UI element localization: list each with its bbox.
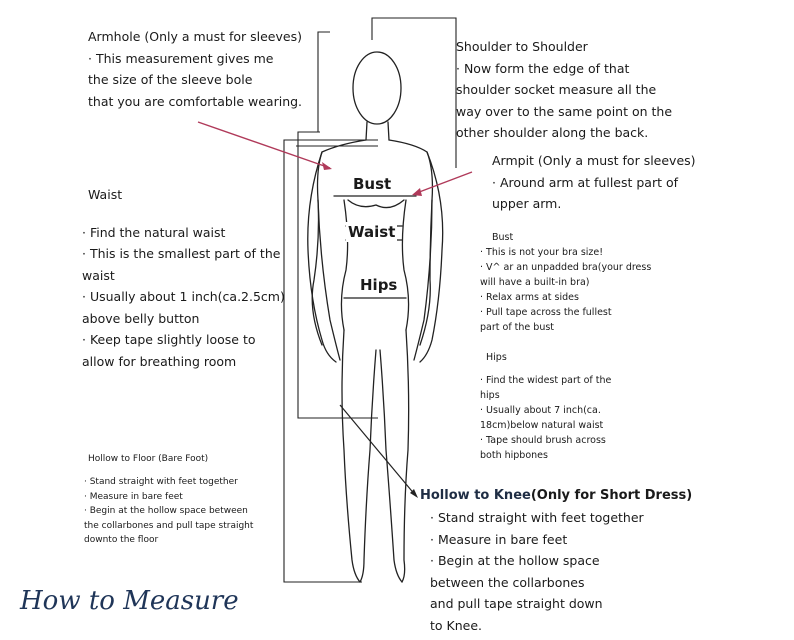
bust-line: · Pull tape across the fullest [480,307,612,318]
hollow-knee-line: between the collarbones [430,574,585,590]
shoulder-heading: Shoulder to Shoulder [456,39,588,54]
armpit-heading: Armpit (Only a must for sleeves) [492,153,696,168]
bust-line: · This is not your bra size! [480,247,604,258]
waist-line: · This is the smallest part of the [82,246,281,261]
hollow-knee-section [420,485,692,636]
armhole-section [88,26,302,112]
hollow-knee-line: · Begin at the hollow space [430,553,600,568]
hollow-floor-heading: Hollow to Floor (Bare Foot) [88,454,209,464]
hollow-knee-heading [420,485,692,507]
shoulder-line: · Now form the edge of that [456,60,630,76]
hollow-floor-line: downto the floor [84,535,159,545]
armhole-line: that you are comfortable wearing. [88,93,303,109]
hollow-floor-line: the collarbones and pull tape straight [84,520,254,531]
armhole-line: the size of the sleeve bole [88,72,253,87]
shoulder-section [456,36,672,144]
hips-line: · Tape should brush across [480,435,606,446]
bust-label: Bust [353,175,392,193]
hips-line: 18cm)below natural waist [480,420,604,431]
hips-line: hips [480,390,500,401]
waist-line: · Usually about 1 inch(ca.2.5cm) [82,289,285,304]
hollow-knee-line: and pull tape straight down [430,596,603,611]
page-title: How to Measure [20,586,239,616]
hollow-floor-line: · Begin at the hollow space between [84,506,248,516]
bust-line: · Relax arms at sides [480,292,579,303]
waist-line: allow for breathing room [82,353,237,369]
armpit-section [492,150,696,215]
armpit-line: upper arm. [492,196,562,211]
hollow-knee-line: to Knee. [430,617,482,633]
waist-line: above belly button [82,310,200,326]
waist-label: Waist [348,223,396,241]
armhole-line: · This measurement gives me [88,50,274,66]
hollow-knee-heading-sub: (Only for Short Dress) [530,488,693,503]
waist-line: · Find the natural waist [82,224,226,240]
waist-line: · Keep tape slightly loose to [82,332,256,347]
hips-heading: Hips [486,352,507,363]
hollow-knee-line: · Stand straight with feet together [430,510,644,525]
waist-heading: Waist [88,187,123,202]
shoulder-line: shoulder socket measure all the [456,82,657,97]
shoulder-line: other shoulder along the back. [456,125,649,140]
hollow-floor-line: · Measure in bare feet [84,491,183,502]
bust-line: · V^ ar an unpadded bra(your dress [480,262,652,273]
shoulder-line: way over to the same point on the [456,103,673,119]
hollow-knee-line: · Measure in bare feet [430,531,568,547]
waist-section [82,184,285,372]
hips-section [480,350,611,463]
hips-line: · Find the widest part of the [480,375,612,386]
armhole-heading: Armhole (Only a must for sleeves) [88,29,302,44]
bust-line: part of the bust [480,322,555,333]
bust-section [480,230,651,335]
hollow-knee-heading-main: Hollow to Knee [420,488,531,503]
waist-line: waist [82,267,115,283]
hips-label: Hips [360,276,398,294]
hollow-floor-line: · Stand straight with feet together [84,477,238,487]
hips-line: both hipbones [480,450,548,461]
bust-heading: Bust [492,232,514,243]
armpit-line: · Around arm at fullest part of [492,174,679,190]
hollow-floor-section [84,452,253,548]
bust-line: will have a built-in bra) [480,277,590,288]
hips-line: · Usually about 7 inch(ca. [480,405,601,416]
